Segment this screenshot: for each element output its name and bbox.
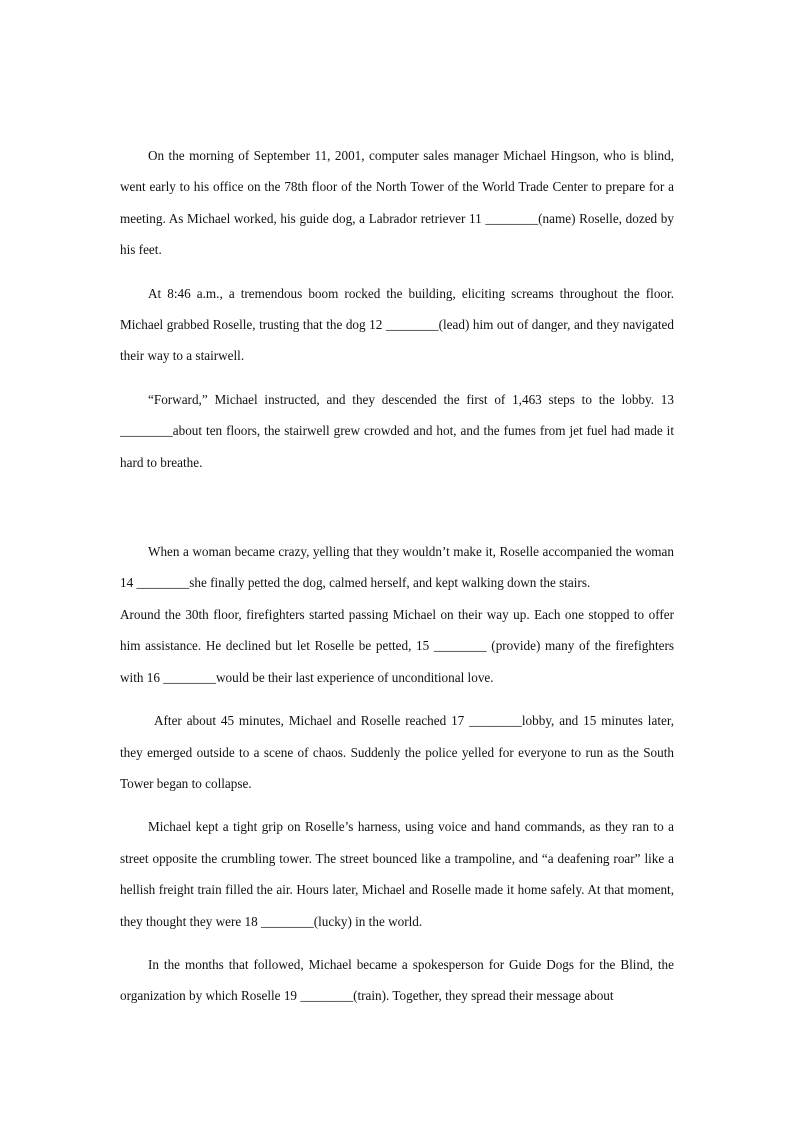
paragraph-2: At 8:46 a.m., a tremendous boom rocked the building, eliciting screams throughout the floor. Michael grabbed Roselle, trusting that the dog 12 ________(lead) him out of danger, and they navigated their way to a stairwell. bbox=[120, 285, 674, 364]
paragraph-5: Around the 30th floor, firefighters started passing Michael on their way up. Each one stopped to offer him assistance. He declined but let Roselle be petted, 15 ________ (provide) many of the firefighters with 16 ________would be their last experience of unconditional love. bbox=[120, 606, 674, 685]
paragraph-1: On the morning of September 11, 2001, computer sales manager Michael Hingson, who is blind, went early to his office on the 78th floor of the North Tower of the World Trade Center to prepare for a meeting. As Michael worked, his guide dog, a Labrador retriever 11 ________(name) Roselle, dozed by his feet. bbox=[120, 148, 674, 258]
paragraph-8: In the months that followed, Michael became a spokesperson for Guide Dogs for the Blind, the organization by which Roselle 19 ________(train). Together, they spread their message about bbox=[120, 956, 674, 1004]
paragraph-7: Michael kept a tight grip on Roselle’s harness, using voice and hand commands, as they ran to a street opposite the crumbling tower. The street bounced like a trampoline, and “a deafening roar” like a hellish freight train filled the air. Hours later, Michael and Roselle made it home safely. At that moment, they thought they were 18 ________(lucky) in the world. bbox=[120, 819, 674, 929]
paragraph-3: “Forward,” Michael instructed, and they descended the first of 1,463 steps to the lobby. 13 ________about ten floors, the stairwell grew crowded and hot, and the fumes from jet fuel had made it hard to breathe. bbox=[120, 391, 674, 470]
paragraph-6: After about 45 minutes, Michael and Roselle reached 17 ________lobby, and 15 minutes later, they emerged outside to a scene of chaos. Suddenly the police yelled for everyone to run as the South Tower began to collapse. bbox=[120, 713, 674, 791]
document-page bbox=[120, 140, 674, 1012]
paragraph-4: When a woman became crazy, yelling that they wouldn’t make it, Roselle accompanied the woman 14 ________she finally petted the dog, calmed herself, and kept walking down the stairs. bbox=[120, 544, 674, 591]
